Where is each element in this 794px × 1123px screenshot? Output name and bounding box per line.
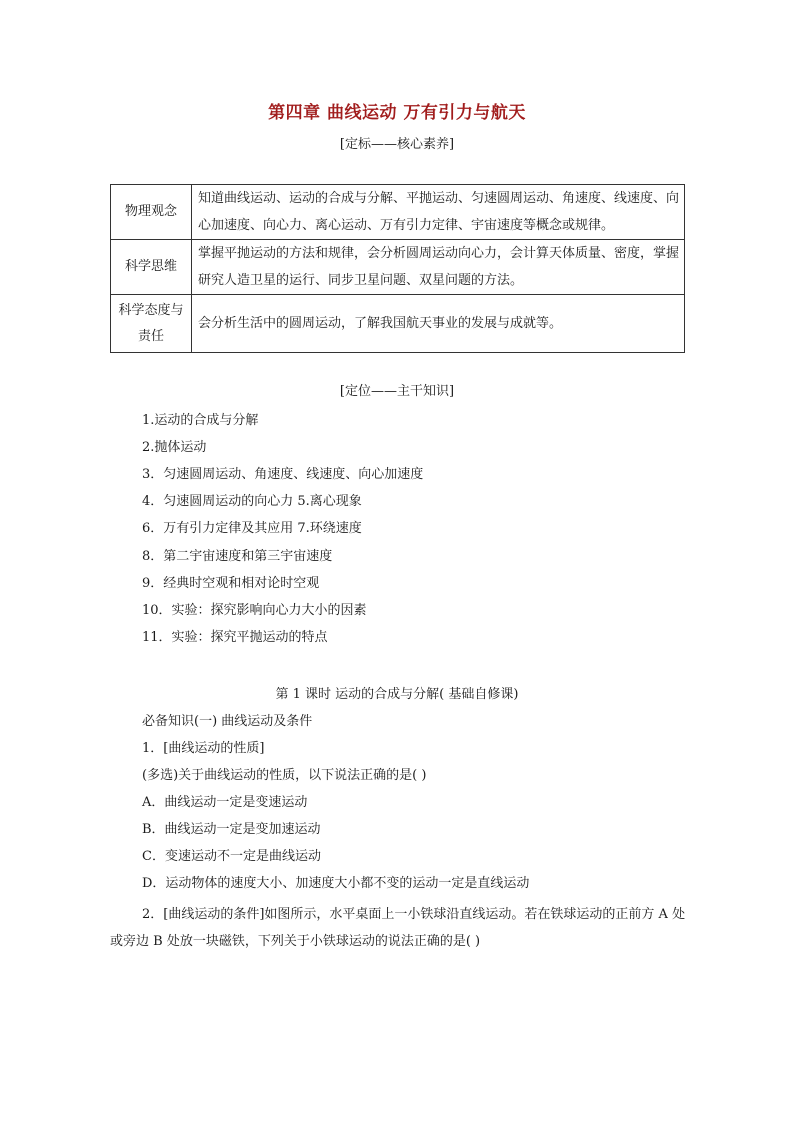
option-b: B．曲线运动一定是变加速运动 (142, 822, 321, 837)
knowledge-heading: 必备知识(一) 曲线运动及条件 (142, 714, 313, 729)
list-item: 11．实验：探究平抛运动的特点 (142, 630, 328, 645)
list-item: 3．匀速圆周运动、角速度、线速度、向心加速度 (142, 467, 424, 482)
row-label: 科学态度与责任 (111, 295, 192, 353)
core-literacy-tag: [定标——核心素养] (339, 137, 455, 152)
table-row (111, 240, 685, 295)
question-1-stem: (多选)关于曲线运动的性质，以下说法正确的是( ) (142, 768, 427, 783)
lesson-title: 第 1 课时 运动的合成与分解( 基础自修课) (275, 687, 519, 702)
row-content: 会分析生活中的圆周运动，了解我国航天事业的发展与成就等。 (192, 295, 685, 353)
list-item: 9．经典时空观和相对论时空观 (142, 576, 320, 591)
list-item: 4．匀速圆周运动的向心力 5.离心现象 (142, 494, 362, 509)
list-item: 6．万有引力定律及其应用 7.环绕速度 (142, 521, 362, 536)
row-content: 知道曲线运动、运动的合成与分解、平抛运动、匀速圆周运动、角速度、线速度、向心加速度、向心力、离心运动、万有引力定律、宇宙速度等概念或规律。 (192, 185, 685, 240)
core-literacy-table (110, 184, 685, 353)
row-content: 掌握平抛运动的方法和规律，会分析圆周运动向心力，会计算天体质量、密度，掌握研究人造卫星的运行、同步卫星问题、双星问题的方法。 (192, 240, 685, 295)
list-item: 10．实验：探究影响向心力大小的因素 (142, 603, 367, 618)
list-item: 8．第二宇宙速度和第三宇宙速度 (142, 549, 333, 564)
option-a: A．曲线运动一定是变速运动 (142, 795, 308, 810)
question-1-title: 1．[曲线运动的性质] (142, 741, 265, 756)
list-item: 2.抛体运动 (142, 440, 207, 455)
list-item: 1.运动的合成与分解 (142, 413, 259, 428)
row-label: 物理观念 (111, 185, 192, 240)
row-label: 科学思维 (111, 240, 192, 295)
option-c: C．变速运动不一定是曲线运动 (142, 849, 321, 864)
table-row (111, 295, 685, 353)
main-knowledge-tag: [定位——主干知识] (339, 384, 455, 399)
option-d: D．运动物体的速度大小、加速度大小都不变的运动一定是直线运动 (142, 876, 530, 891)
table-row (111, 185, 685, 240)
chapter-title: 第四章 曲线运动 万有引力与航天 (268, 103, 526, 123)
question-2-text: 2．[曲线运动的条件]如图所示，水平桌面上一小铁球沿直线运动。若在铁球运动的正前方 A 处或旁边 B 处放一块磁铁，下列关于小铁球运动的说法正确的是( ) (110, 907, 686, 949)
